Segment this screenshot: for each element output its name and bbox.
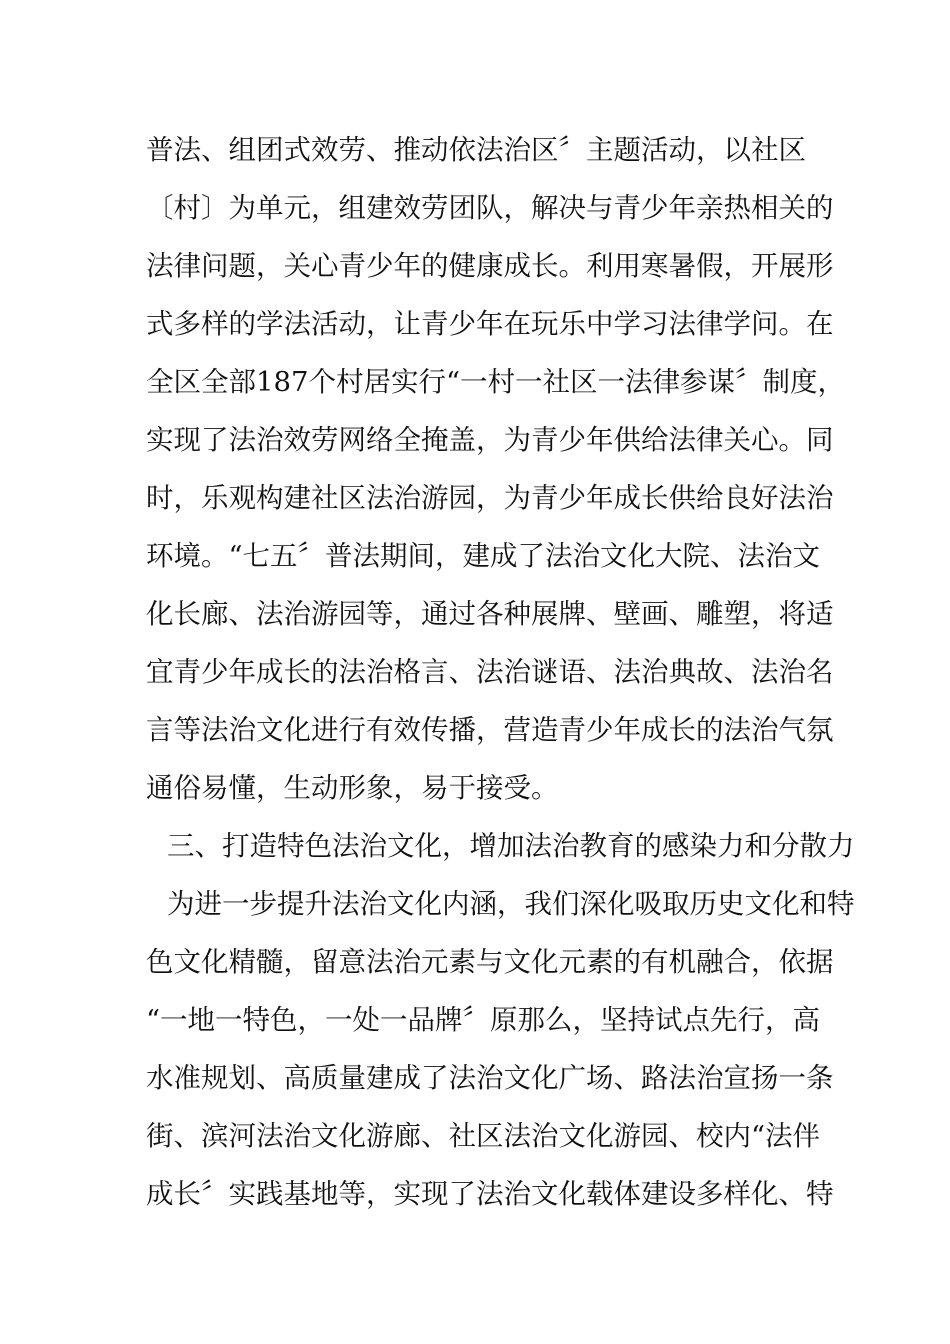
text-line: 为进一步提升法治文化内涵，我们深化吸取历史文化和特 xyxy=(167,888,855,920)
text-line: 时，乐观构建社区法治游园，为青少年成长供给良好法治 xyxy=(146,482,834,514)
text-line: 普法、组团式效劳、推动依法治区〞主题活动，以社区 xyxy=(146,134,806,166)
text-line: 街、滨河法治文化游廊、社区法治文化游园、校内“法伴 xyxy=(146,1120,821,1152)
text-line: 〔村〕为单元，组建效劳团队，解决与青少年亲热相关的 xyxy=(146,192,834,224)
text-line: 法律问题，关心青少年的健康成长。利用寒暑假，开展形 xyxy=(146,250,834,282)
text-line: 成长〞实践基地等，实现了法治文化载体建设多样化、特 xyxy=(146,1178,834,1210)
text-line: 水准规划、高质量建成了法治文化广场、路法治宣扬一条 xyxy=(146,1062,834,1094)
text-line: 全区全部187个村居实行“一村一社区一法律参谋〞制度， xyxy=(146,366,846,398)
text-line: 式多样的学法活动，让青少年在玩乐中学习法律学问。在 xyxy=(146,308,834,340)
text-line: 化长廊、法治游园等，通过各种展牌、壁画、雕塑，将适 xyxy=(146,598,834,630)
text-line: 实现了法治效劳网络全掩盖，为青少年供给法律关心。同 xyxy=(146,424,834,456)
section-heading: 三、打造特色法治文化，增加法治教育的感染力和分散力 xyxy=(167,830,855,862)
text-line: 环境。“七五〞普法期间，建成了法治文化大院、法治文 xyxy=(146,540,821,572)
text-line: “一地一特色，一处一品牌〞原那么，坚持试点先行，高 xyxy=(146,1004,821,1036)
text-line: 通俗易懂，生动形象，易于接受。 xyxy=(146,772,559,804)
text-line: 色文化精髓，留意法治元素与文化元素的有机融合，依据 xyxy=(146,946,834,978)
text-line: 宜青少年成长的法治格言、法治谜语、法治典故、法治名 xyxy=(146,656,834,688)
text-line: 言等法治文化进行有效传播，营造青少年成长的法治气氛 xyxy=(146,714,834,746)
